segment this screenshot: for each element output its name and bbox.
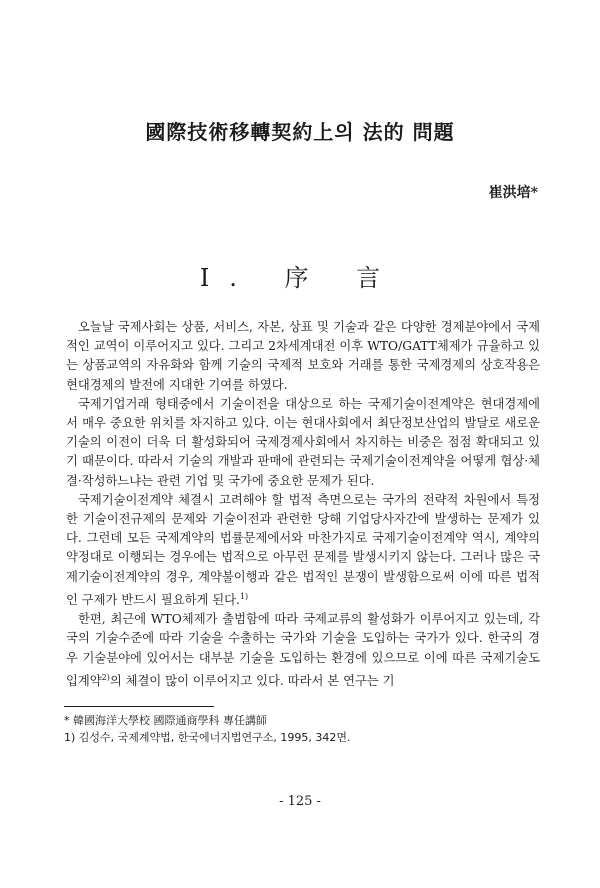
footnote-affiliation: * 韓國海洋大學校 國際通商學科 專任講師 [64,714,267,727]
paragraph [66,395,540,491]
paragraph [66,491,540,610]
body-text [66,318,540,691]
footnote-ref: 1) [239,591,249,601]
page-number: - 125 - [279,794,321,809]
paragraph [66,610,540,691]
footnotes [64,712,544,746]
paragraph-text: 오늘날 국제사회는 상품, 서비스, 자본, 상표 및 기술과 같은 다양한 경제분야에서 국제적인 교역이 이루어지고 있다. 그리고 2차세계대전 이후 WTO/GATT체제가 규율하고 있는 상품교역의 자유화와 함께 기술의 국제적 보호와 거래를 통한 국제경제의 상호작용은 현대경제의 발전에 지대한 기여를 하였다. [66,320,540,392]
author-name: 崔洪培* [488,185,538,201]
section-heading: Ⅰ. 序 言 [199,264,401,292]
paragraph-text: 한편, 최근에 WTO체제가 출범함에 따라 국제교류의 활성화가 이루어지고 있는데, 각국의 기술수준에 따라 기술을 수출하는 국가와 기술을 도입하는 국가가 있다. 한국의 경우 기술분야에 있어서는 대부분 기술을 도입하는 환경에 있으므로 이에 따른 국제기술도입계약 [66,612,540,688]
paragraph-text: 국제기술이전계약 체결시 고려해야 할 법적 측면으로는 국가의 전략적 차원에서 특정한 기술이전규제의 문제와 기술이전과 관련한 당해 기업당사자간에 발생하는 문제가 있다. 그런데 모든 국제계약의 법률문제에서와 마찬가지로 국제기술이전계약 역시, 계약의 약정대로 이행되는 경우에는 법적으로 아무런 문제를 발생시키지 않는다. 그러나 많은 국제기술이전계약의 경우, 계약불이행과 같은 법적인 분쟁이 발생함으로써 이에 따른 법적인 구제가 반드시 필요하게 된다. [66,492,540,607]
paper-title: 國際技術移轉契約上의 法的 問題 [145,120,455,144]
paragraph-text: 국제기업거래 형태중에서 기술이전을 대상으로 하는 국제기술이전계약은 현대경제에서 매우 중요한 위치를 차지하고 있다. 이는 현대사회에서 최단정보산업의 발달로 새로운 기술의 이전이 더욱 더 활성화되어 국제경제사회에서 차지하는 비중은 점점 확대되고 있기 때문이다. 따라서 기술의 개발과 판매에 관련되는 국제기술이전계약을 어떻게 협상·체결·작성하느냐는 관련 기업 및 국가에 중요한 문제가 된다. [66,396,540,488]
paragraph-text: 의 체결이 많이 이루어지고 있다. 따라서 본 연구는 기 [109,673,395,688]
paragraph [66,318,540,395]
footnote-divider [64,706,214,707]
footnote-ref: 2) [101,672,110,682]
footnote-1: 1) 김성수, 국제계약법, 한국에너지법연구소, 1995, 342면. [64,731,351,744]
